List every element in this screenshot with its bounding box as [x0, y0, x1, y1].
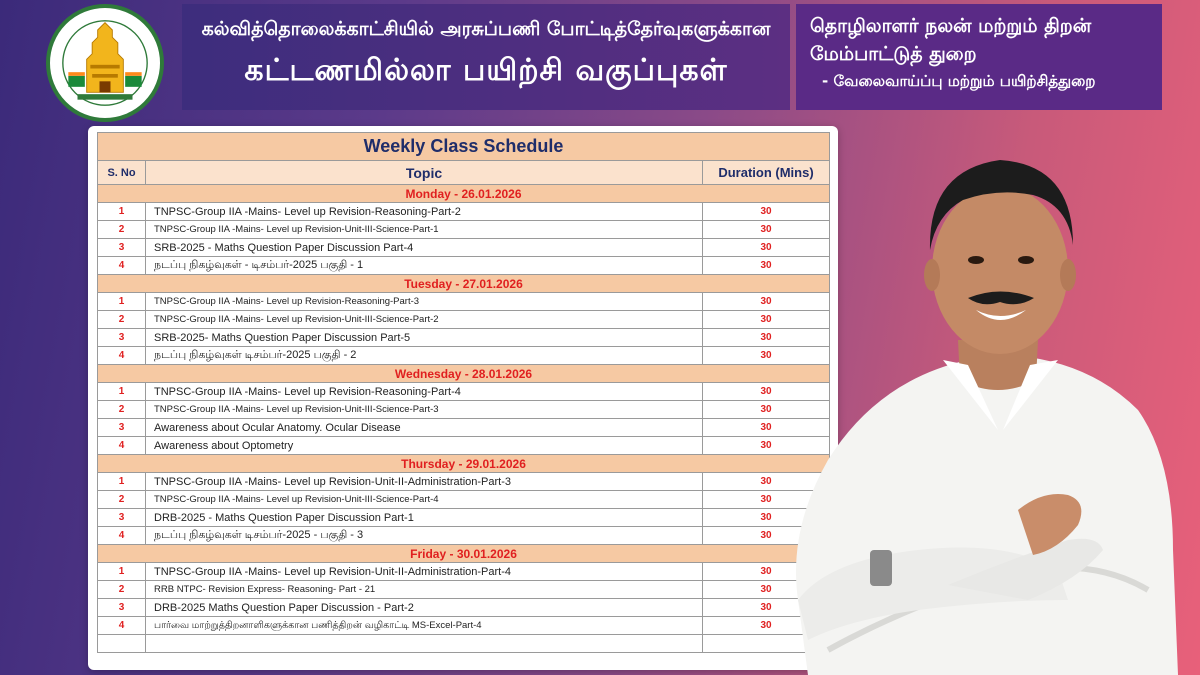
- table-row: [98, 581, 830, 599]
- row-sno: 3: [98, 239, 146, 257]
- row-duration: 30: [703, 527, 830, 545]
- dept-line-1: தொழிலாளர் நலன் மற்றும் திறன்: [810, 15, 1092, 37]
- row-sno: 3: [98, 419, 146, 437]
- row-duration: 30: [703, 311, 830, 329]
- empty-row: [98, 635, 830, 653]
- schedule-card: [88, 126, 838, 670]
- row-sno: 2: [98, 581, 146, 599]
- row-duration: 30: [703, 599, 830, 617]
- row-topic: Awareness about Optometry: [146, 437, 703, 455]
- row-topic: TNPSC-Group IIA -Mains- Level up Revision-Unit-II-Administration-Part-3: [146, 473, 703, 491]
- row-topic: TNPSC-Group IIA -Mains- Level up Revision-Unit-III-Science-Part-3: [146, 401, 703, 419]
- row-duration: 30: [703, 401, 830, 419]
- day-header-friday: Friday - 30.01.2026: [98, 545, 830, 563]
- title-banner: [182, 4, 790, 110]
- table-row: [98, 491, 830, 509]
- table-row: [98, 527, 830, 545]
- row-duration: 30: [703, 239, 830, 257]
- row-sno: 4: [98, 437, 146, 455]
- table-row: [98, 311, 830, 329]
- table-row: [98, 437, 830, 455]
- row-topic: நடப்பு நிகழ்வுகள் டிசம்பர்-2025 பகுதி - 2: [146, 347, 703, 365]
- row-topic: DRB-2025 - Maths Question Paper Discussion Part-1: [146, 509, 703, 527]
- row-sno: 3: [98, 329, 146, 347]
- row-duration: 30: [703, 329, 830, 347]
- column-header-duration: Duration (Mins): [703, 161, 830, 185]
- row-duration: 30: [703, 437, 830, 455]
- row-duration: 30: [703, 293, 830, 311]
- row-topic: RRB NTPC- Revision Express- Reasoning- Part - 21: [146, 581, 703, 599]
- row-sno: 3: [98, 599, 146, 617]
- table-row: [98, 617, 830, 635]
- row-sno: 1: [98, 293, 146, 311]
- banner-line-1: கல்வித்தொலைக்காட்சியில் அரசுப்பணி போட்டித்தேர்வுகளுக்கான: [201, 18, 771, 40]
- row-duration: 30: [703, 491, 830, 509]
- table-row: [98, 509, 830, 527]
- table-row: [98, 563, 830, 581]
- row-topic: SRB-2025 - Maths Question Paper Discussion Part-4: [146, 239, 703, 257]
- column-header-topic: Topic: [146, 161, 703, 185]
- dept-line-2: மேம்பாட்டுத் துறை: [810, 43, 977, 65]
- row-topic: பார்வை மாற்றுத்திறனாளிகளுக்கான பணித்திறன் வழிகாட்டி MS-Excel-Part-4: [146, 617, 703, 635]
- row-duration: 30: [703, 563, 830, 581]
- row-topic: DRB-2025 Maths Question Paper Discussion - Part-2: [146, 599, 703, 617]
- row-topic: TNPSC-Group IIA -Mains- Level up Revision-Reasoning-Part-2: [146, 203, 703, 221]
- row-sno: 2: [98, 221, 146, 239]
- row-sno: 4: [98, 527, 146, 545]
- row-sno: 4: [98, 257, 146, 275]
- row-duration: 30: [703, 473, 830, 491]
- row-sno: 4: [98, 617, 146, 635]
- row-sno: 2: [98, 311, 146, 329]
- table-row: [98, 383, 830, 401]
- row-sno: 1: [98, 203, 146, 221]
- tamil-nadu-emblem-icon: [46, 4, 164, 122]
- row-duration: 30: [703, 221, 830, 239]
- table-row: [98, 599, 830, 617]
- table-row: [98, 329, 830, 347]
- row-sno: 3: [98, 509, 146, 527]
- day-header-tuesday: Tuesday - 27.01.2026: [98, 275, 830, 293]
- row-topic: TNPSC-Group IIA -Mains- Level up Revision-Reasoning-Part-3: [146, 293, 703, 311]
- row-topic: SRB-2025- Maths Question Paper Discussion Part-5: [146, 329, 703, 347]
- banner-line-2: கட்டணமில்லா பயிற்சி வகுப்புகள்: [244, 53, 728, 88]
- department-banner: [796, 4, 1162, 110]
- row-topic: TNPSC-Group IIA -Mains- Level up Revision-Unit-III-Science-Part-4: [146, 491, 703, 509]
- row-topic: நடப்பு நிகழ்வுகள் - டிசம்பர்-2025 பகுதி - 1: [146, 257, 703, 275]
- schedule-title: Weekly Class Schedule: [98, 133, 830, 161]
- table-row: [98, 419, 830, 437]
- row-duration: 30: [703, 581, 830, 599]
- row-duration: 30: [703, 383, 830, 401]
- row-topic: TNPSC-Group IIA -Mains- Level up Revision-Reasoning-Part-4: [146, 383, 703, 401]
- row-duration: 30: [703, 509, 830, 527]
- dept-line-3: - வேலைவாய்ப்பு மற்றும் பயிற்சித்துறை: [822, 72, 1096, 90]
- row-duration: 30: [703, 203, 830, 221]
- row-topic: நடப்பு நிகழ்வுகள் டிசம்பர்-2025 - பகுதி - 3: [146, 527, 703, 545]
- table-row: [98, 221, 830, 239]
- row-topic: TNPSC-Group IIA -Mains- Level up Revision-Unit-III-Science-Part-2: [146, 311, 703, 329]
- day-header-monday: Monday - 26.01.2026: [98, 185, 830, 203]
- table-row: [98, 347, 830, 365]
- table-row: [98, 203, 830, 221]
- row-sno: 1: [98, 473, 146, 491]
- row-sno: 1: [98, 563, 146, 581]
- row-sno: 4: [98, 347, 146, 365]
- row-topic: Awareness about Ocular Anatomy. Ocular Disease: [146, 419, 703, 437]
- person-photo: [768, 130, 1200, 675]
- row-duration: 30: [703, 257, 830, 275]
- row-sno: 2: [98, 491, 146, 509]
- column-header-sno: S. No: [98, 161, 146, 185]
- row-sno: 2: [98, 401, 146, 419]
- row-duration: 30: [703, 617, 830, 635]
- table-row: [98, 473, 830, 491]
- day-header-wednesday: Wednesday - 28.01.2026: [98, 365, 830, 383]
- table-row: [98, 401, 830, 419]
- row-duration: 30: [703, 347, 830, 365]
- row-duration: 30: [703, 419, 830, 437]
- table-row: [98, 293, 830, 311]
- row-topic: TNPSC-Group IIA -Mains- Level up Revision-Unit-III-Science-Part-1: [146, 221, 703, 239]
- table-row: [98, 257, 830, 275]
- row-topic: TNPSC-Group IIA -Mains- Level up Revision-Unit-II-Administration-Part-4: [146, 563, 703, 581]
- schedule-table: [97, 132, 830, 653]
- table-row: [98, 239, 830, 257]
- day-header-thursday: Thursday - 29.01.2026: [98, 455, 830, 473]
- row-sno: 1: [98, 383, 146, 401]
